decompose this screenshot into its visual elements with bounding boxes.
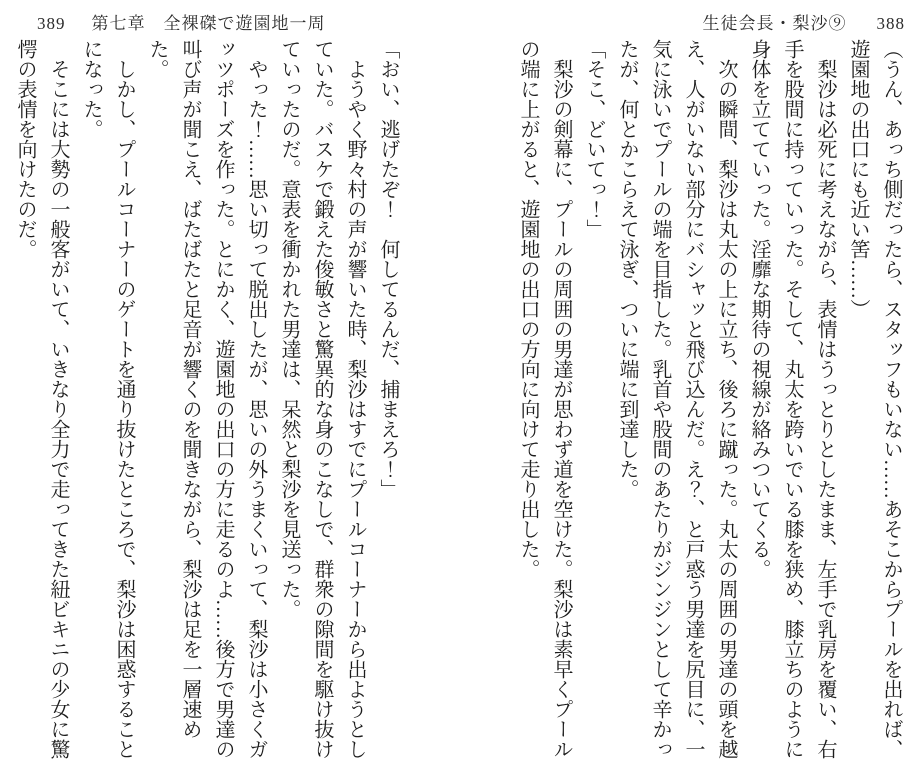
chapter-title: 第七章 全裸磔で遊園地一周 xyxy=(91,14,326,33)
paragraph: そこには大勢の一般客がいて、いきなり全力で走ってきた紐ビキニの少女に驚愕の表情を向けたのだ。 xyxy=(14,39,69,759)
paragraph: やった！……思い切って脱出したが、思いの外うまくいって、梨沙は小さくガッツポーズを作った。とにかく、遊園地の出口の方に走るのよ……後方で男達の叫び声が聞こえ、ばたばたと足音が響くのを聞きながら、梨沙は足を一層速めた。 xyxy=(146,39,267,759)
page-number-left: 389 xyxy=(37,14,66,33)
page-number-right: 388 xyxy=(876,14,905,33)
paragraph: ようやく野々村の声が響いた時、梨沙はすでにプールコーナーから出ようとしていた。バスケで鍛えた俊敏さと驚異的な身のこなしで、群衆の隙間を駆け抜けていったのだ。意表を衝かれた男達は、呆然と梨沙を見送った。 xyxy=(278,39,366,759)
paragraph: 梨沙は必死に考えながら、表情はうっとりとしたまま、左手で乳房を覆い、右手を股間に持っていった。そして、丸太を跨いでいる膝を狭め、膝立ちのように身体を立てていった。淫靡な期待の視線が絡みついてくる。 xyxy=(748,39,836,759)
header-right xyxy=(703,9,906,34)
paragraph: しかし、プールコーナーのゲートを通り抜けたところで、梨沙は困惑することになった。 xyxy=(80,39,135,759)
running-header xyxy=(0,0,919,35)
paragraph: 梨沙の剣幕に、プールの周囲の男達が思わず道を空けた。梨沙は素早くプールの端に上がると、遊園地の出口の方向に向けて走り出した。 xyxy=(517,39,572,759)
header-left xyxy=(37,9,326,34)
paragraph: 「おい、逃げたぞ！ 何してるんだ、捕まえろ！」 xyxy=(377,39,399,499)
book-title: 生徒会長・梨沙⑨ xyxy=(702,14,847,33)
paragraph: （うん、あっち側だったら、スタッフもいない……あそこからプールを出れば、遊園地の出口にも近い筈……） xyxy=(847,39,902,759)
right-page xyxy=(511,39,907,763)
left-page xyxy=(8,39,404,763)
paragraph: 次の瞬間、梨沙は丸太の上に立ち、後ろに蹴った。丸太の周囲の男達の頭を越え、人がいない部分にバシャッと飛び込んだ。え？、と戸惑う男達を尻目に、一気に泳いでプールの端を目指した。乳首や股間のあたりがジンジンとして辛かったが、何とかこらえて泳ぎ、ついに端に到達した。 xyxy=(616,39,737,759)
paragraph: 「そこ、どいてっ！」 xyxy=(583,39,605,239)
pages-row xyxy=(0,35,919,763)
